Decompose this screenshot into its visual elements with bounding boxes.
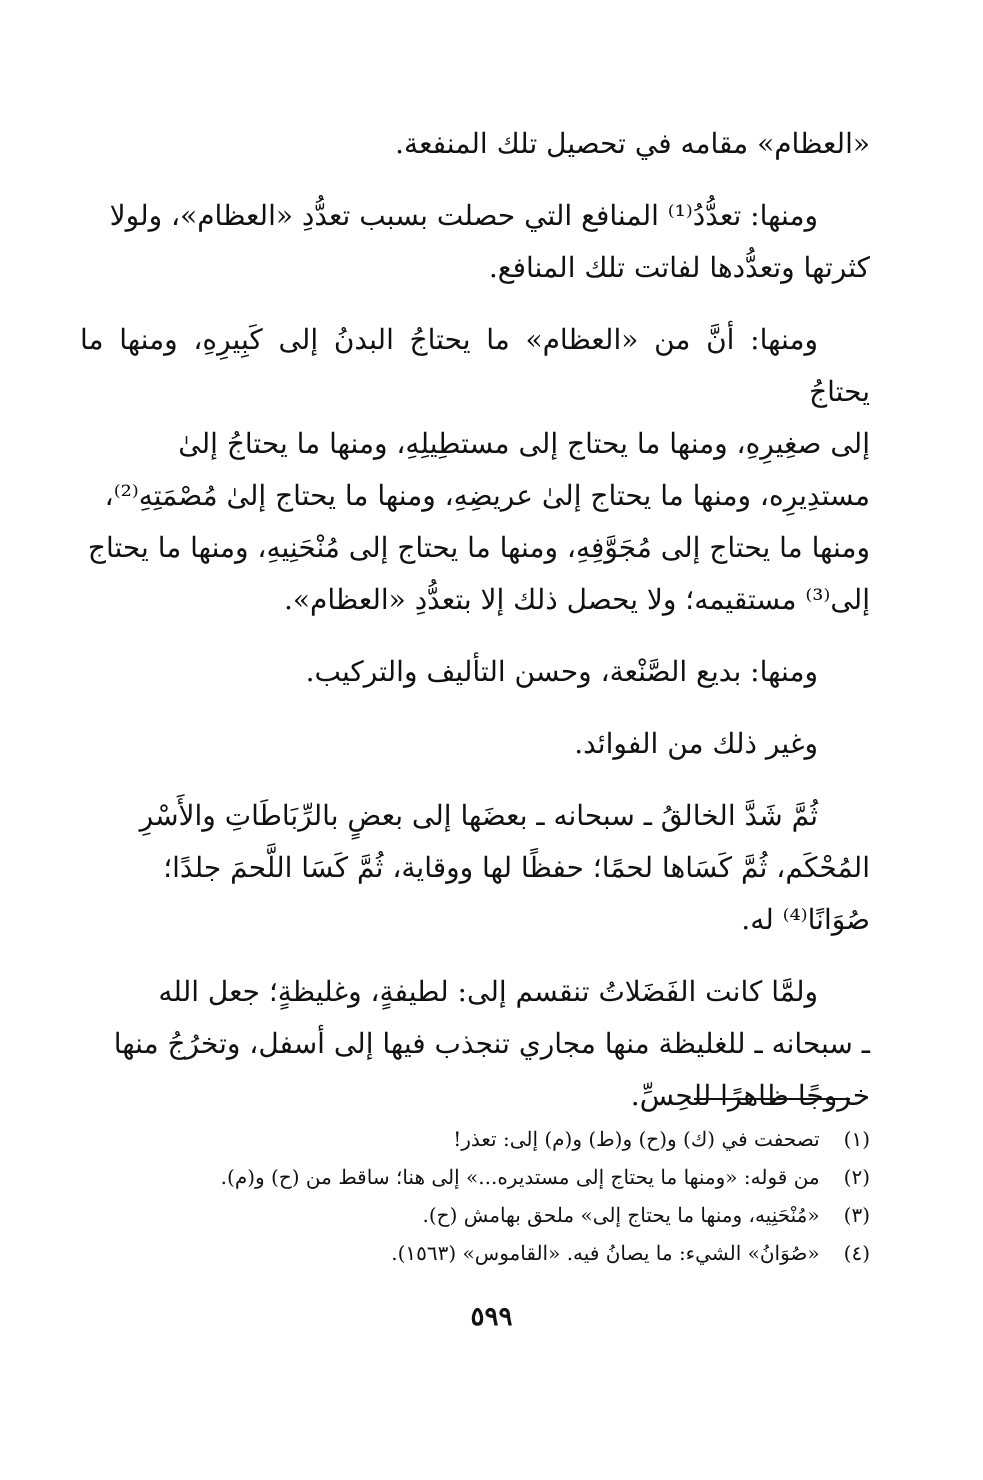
text-line: ومنها ما يحتاج إلى مُجَوَّفِهِ، ومنها ما يحتاج إلى مُنْحَنِيهِ، ومنها ما يحتاج (87, 531, 870, 564)
footnote-1 (80, 1120, 870, 1158)
paragraph-5 (80, 718, 870, 770)
text-line: «العظام» مقامه في تحصيل تلك المنفعة. (395, 127, 870, 160)
text-line: ومنها: تعدُّدُ⁽¹⁾ المنافع التي حصلت بسبب تعدُّدِ «العظام»، ولولا (109, 199, 818, 232)
text-line: كثرتها وتعدُّدها لفاتت تلك المنافع. (488, 251, 870, 284)
text-line: مستدِيرِه، ومنها ما يحتاج إلىٰ عريضِهِ، ومنها ما يحتاج إلىٰ مُصْمَتِهِ⁽²⁾، (104, 479, 870, 512)
text-line: ـ سبحانه ـ للغليظة منها مجاري تنجذب فيها إلى أسفل، وتخرُجُ منها (113, 1027, 870, 1060)
main-text (80, 118, 870, 1142)
footnote-number: (٣) (843, 1203, 870, 1227)
text-line: ومنها: بديع الصَّنْعة، وحسن التأليف والتركيب. (305, 655, 818, 688)
footnote-divider (694, 1098, 850, 1100)
page-number: ٥٩٩ (470, 1302, 513, 1332)
text-line: ثُمَّ شَدَّ الخالقُ ـ سبحانه ـ بعضَها إلى بعضٍ بالرِّبَاطَاتِ والأَسْرِ (139, 799, 818, 832)
footnote-text: تصحفت في (ك) و(ح) و(ط) و(م) إلى: تعذر! (453, 1127, 820, 1151)
footnote-3 (80, 1196, 870, 1234)
paragraph-6 (80, 790, 870, 946)
text-line: خروجًا ظاهرًا للحِسِّ. (630, 1079, 870, 1112)
text-line: إلى⁽³⁾ مستقيمه؛ ولا يحصل ذلك إلا بتعدُّدِ «العظام». (283, 583, 870, 616)
paragraph-3 (80, 314, 870, 626)
footnote-number: (٤) (843, 1241, 870, 1265)
text-line: ولمَّا كانت الفَضَلاتُ تنقسم إلى: لطيفةٍ، وغليظةٍ؛ جعل الله (158, 975, 818, 1008)
text-line: وغير ذلك من الفوائد. (574, 727, 818, 760)
text-line: ومنها: أنَّ من «العظام» ما يحتاجُ البدنُ إلى كَبِيرِهِ، ومنها ما يحتاجُ (80, 323, 870, 408)
paragraph-1 (80, 118, 870, 170)
footnote-text: من قوله: «ومنها ما يحتاج إلى مستديره...» إلى هنا؛ ساقط من (ح) و(م). (220, 1165, 820, 1189)
text-line: إلى صغِيرِهِ، ومنها ما يحتاج إلى مستطِيلِهِ، ومنها ما يحتاجُ إلىٰ (178, 427, 870, 460)
footnote-text: «مُنْحَنِيه، ومنها ما يحتاج إلى» ملحق بهامش (ح). (422, 1203, 820, 1227)
paragraph-4 (80, 646, 870, 698)
paragraph-2 (80, 190, 870, 294)
text-line: صُوَانًا⁽⁴⁾ له. (741, 903, 870, 936)
footnotes (80, 1120, 870, 1272)
footnote-4 (80, 1234, 870, 1272)
footnote-number: (١) (843, 1127, 870, 1151)
footnote-text: «صُوَانُ» الشيء: ما يصانُ فيه. «القاموس» (١٥٦٣). (391, 1241, 820, 1265)
footnote-2 (80, 1158, 870, 1196)
text-line: المُحْكَم، ثُمَّ كَسَاها لحمًا؛ حفظًا لها ووقاية، ثُمَّ كَسَا اللَّحمَ جلدًا؛ (163, 851, 870, 884)
footnote-number: (٢) (843, 1165, 870, 1189)
